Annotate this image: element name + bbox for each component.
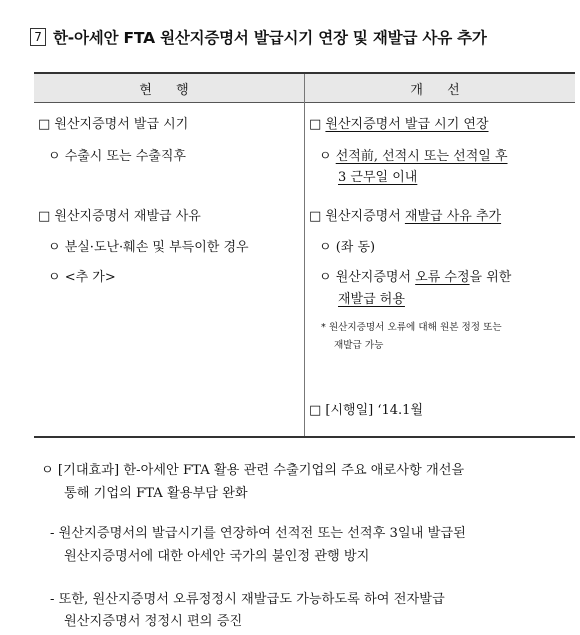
right-row2-item2-tail: 을 위한 [469,270,512,285]
effects-main-line1: ㅇ [기대효과] 한-아세안 FTA 활용 관련 수출기업의 주요 애로사항 개선을 [41,463,465,478]
right-row1-item-text: 선적前, 선적시 또는 선적일 후 [335,149,508,164]
right-row2-item2-line1 [319,268,511,288]
left-row1-item: ㅇ 수출시 또는 수출직후 [48,149,186,164]
header-improved: 개 선 [410,82,470,98]
right-row1-heading-line [309,115,489,135]
section-title [30,24,570,50]
right-row1-box: □ [309,117,326,132]
section-number-box: 7 [30,28,46,46]
right-row1-heading: 원산지증명서 발급 시기 연장 [325,117,489,132]
left-row1-heading: □ 원산지증명서 발급 시기 [38,117,189,132]
right-note-line2: 재발급 가능 [334,340,384,351]
right-row2-item2-underlined: 오류 수정 [415,270,470,285]
effects-main-line2: 통해 기업의 FTA 활용부담 완화 [64,486,248,501]
right-row2-item1: ㅇ (좌 동) [319,240,376,255]
section-title-text: 한-아세안 FTA 원산지증명서 발급시기 연장 및 재발급 사유 추가 [53,29,487,47]
right-row1-item-line2: 3 근무일 이내 [338,170,418,185]
effects-sub1-line2: 원산지증명서에 대한 아세안 국가의 불인정 관행 방지 [64,549,370,564]
effects-sub2-line1: - 또한, 원산지증명서 오류정정시 재발급도 가능하도록 하여 전자발급 [50,592,445,607]
right-row1-item-line1 [319,147,508,167]
right-row2-heading-line [309,207,501,227]
header-current: 현 행 [139,82,199,98]
comparison-table [34,72,575,438]
right-row1-bullet: ㅇ [319,149,336,164]
right-effective-date: □ [시행일] ‘14.1월 [309,403,424,418]
column-divider [304,74,305,436]
left-row2-heading: □ 원산지증명서 재발급 사유 [38,209,201,224]
right-row2-item2-plain: ㅇ 원산지증명서 [319,270,416,285]
right-row2-heading-underlined: 재발급 사유 추가 [404,209,502,224]
right-row2-item2-line2: 재발급 허용 [338,292,405,307]
effects-sub2-line2: 원산지증명서 정정시 편의 증진 [64,614,243,629]
right-note-line1: * 원산지증명서 오류에 대해 원본 정정 또는 [321,322,502,333]
effects-sub1-line1: - 원산지증명서의 발급시기를 연장하여 선적전 또는 선적후 3일내 발급된 [50,526,466,541]
left-row2-item1: ㅇ 분실·도난·훼손 및 부득이한 경우 [48,240,249,255]
right-row2-heading-plain: □ 원산지증명서 [309,209,405,224]
left-row2-item2: ㅇ <추 가> [48,270,116,285]
